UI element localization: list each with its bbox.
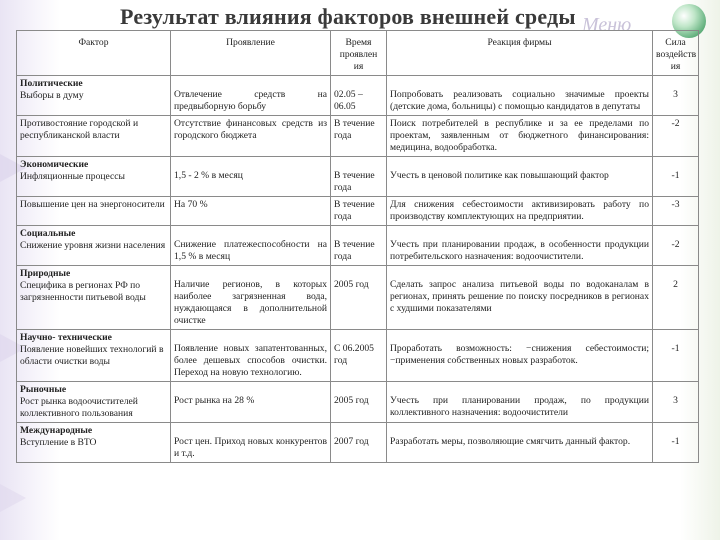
header-reaction: Реакция фирмы bbox=[387, 31, 653, 76]
cell-strength: -2 bbox=[653, 225, 699, 265]
cell-manifestation: Появление новых запатентованных, более дешевых способов очистки. Переход на новую технологию. bbox=[171, 329, 331, 381]
cell-factor bbox=[17, 225, 171, 265]
table-header-row bbox=[17, 31, 699, 76]
factor-text: Повышение цен на энергоносители bbox=[20, 198, 165, 210]
category-label: Научно- технические bbox=[20, 331, 112, 343]
cell-reaction: Учесть при планировании продаж, в особенности продукции потребительского назначения: водоочистители. bbox=[387, 225, 653, 265]
cell-reaction: Попробовать реализовать социально значимые проекты (детские дома, больницы) с помощью кандидатов в депутаты bbox=[387, 75, 653, 115]
cell-strength: -3 bbox=[653, 196, 699, 225]
cell-factor bbox=[17, 422, 171, 462]
factor-text: Инфляционные процессы bbox=[20, 170, 125, 182]
header-manifestation: Проявление bbox=[171, 31, 331, 76]
factor-text: Рост рынка водоочистителей коллективного пользования bbox=[20, 395, 138, 419]
cell-reaction: Сделать запрос анализа питьевой воды по водоканалам в регионах, принять решение по поиску посредников в регионах с худшими показателями bbox=[387, 265, 653, 329]
cell-time: В течение года bbox=[331, 225, 387, 265]
cell-strength: 2 bbox=[653, 265, 699, 329]
factor-text: Вступление в ВТО bbox=[20, 436, 97, 448]
cell-time: В течение года bbox=[331, 196, 387, 225]
table-row bbox=[17, 329, 699, 381]
cell-manifestation: Рост цен. Приход новых конкурентов и т.д. bbox=[171, 422, 331, 462]
factor-text: Снижение уровня жизни населения bbox=[20, 239, 166, 251]
factor-text: Выборы в думу bbox=[20, 89, 84, 101]
cell-factor bbox=[17, 156, 171, 196]
cell-time: С 06.2005 год bbox=[331, 329, 387, 381]
cell-factor bbox=[17, 75, 171, 115]
decorative-arrow-icon bbox=[0, 480, 32, 516]
page-title: Результат влияния факторов внешней среды bbox=[120, 4, 576, 29]
cell-strength: -2 bbox=[653, 115, 699, 156]
factor-text: Появление новейших технологий в области очистки воды bbox=[20, 343, 164, 367]
factor-text: Специфика в регионах РФ по загрязненности питьевой воды bbox=[20, 279, 146, 303]
cell-factor bbox=[17, 196, 171, 225]
factors-table bbox=[16, 30, 699, 463]
cell-manifestation: Рост рынка на 28 % bbox=[171, 381, 331, 422]
cell-factor bbox=[17, 329, 171, 381]
cell-strength: -1 bbox=[653, 156, 699, 196]
table-row bbox=[17, 265, 699, 329]
category-label: Природные bbox=[20, 267, 71, 279]
category-label: Рыночные bbox=[20, 383, 67, 395]
cell-manifestation: Наличие регионов, в которых наиболее загрязненная вода, нуждающаяся в дополнительной очистке bbox=[171, 265, 331, 329]
cell-strength: 3 bbox=[653, 75, 699, 115]
table-row bbox=[17, 115, 699, 156]
table-row bbox=[17, 75, 699, 115]
table-row bbox=[17, 225, 699, 265]
cell-strength: 3 bbox=[653, 381, 699, 422]
table-row bbox=[17, 381, 699, 422]
category-label: Международные bbox=[20, 424, 93, 436]
cell-strength: -1 bbox=[653, 422, 699, 462]
cell-reaction: Разработать меры, позволяющие смягчить данный фактор. bbox=[387, 422, 653, 462]
cell-manifestation: Снижение платежеспособности на 1,5 % в месяц bbox=[171, 225, 331, 265]
menu-link[interactable]: Меню bbox=[582, 14, 632, 36]
cell-time: 02.05 – 06.05 bbox=[331, 75, 387, 115]
category-label: Экономические bbox=[20, 158, 89, 170]
cell-reaction: Учесть при планировании продаж, по продукции коллективного назначения: водоочистители bbox=[387, 381, 653, 422]
cell-strength: -1 bbox=[653, 329, 699, 381]
cell-factor bbox=[17, 265, 171, 329]
cell-manifestation: 1,5 - 2 % в месяц bbox=[171, 156, 331, 196]
cell-time: 2005 год bbox=[331, 381, 387, 422]
cell-reaction: Проработать возможность: −снижения себестоимости; −применения собственных новых разработок. bbox=[387, 329, 653, 381]
cell-reaction: Для снижения себестоимости активизировать работу по производству комплектующих на предприятии. bbox=[387, 196, 653, 225]
cell-manifestation: На 70 % bbox=[171, 196, 331, 225]
category-label: Социальные bbox=[20, 227, 76, 239]
cell-time: В течение года bbox=[331, 115, 387, 156]
cell-time: 2005 год bbox=[331, 265, 387, 329]
cell-factor bbox=[17, 381, 171, 422]
cell-time: В течение года bbox=[331, 156, 387, 196]
cell-manifestation: Отсутствие финансовых средств из городского бюджета bbox=[171, 115, 331, 156]
header-time: Время проявлен ия bbox=[331, 31, 387, 76]
header-factor: Фактор bbox=[17, 31, 171, 76]
cell-reaction: Поиск потребителей в республике и за ее пределами по проектам, заявленным от бюджетного финансирования: медицина, водообработка. bbox=[387, 115, 653, 156]
cell-time: 2007 год bbox=[331, 422, 387, 462]
table-row bbox=[17, 156, 699, 196]
cell-reaction: Учесть в ценовой политике как повышающий фактор bbox=[387, 156, 653, 196]
table-row bbox=[17, 196, 699, 225]
table-body bbox=[17, 75, 699, 462]
category-label: Политические bbox=[20, 77, 83, 89]
cell-factor bbox=[17, 115, 171, 156]
cell-manifestation: Отвлечение средств на предвыборную борьбу bbox=[171, 75, 331, 115]
header-strength: Сила воздейств ия bbox=[653, 31, 699, 76]
factor-text: Противостояние городской и республиканской власти bbox=[20, 117, 139, 141]
table-row bbox=[17, 422, 699, 462]
